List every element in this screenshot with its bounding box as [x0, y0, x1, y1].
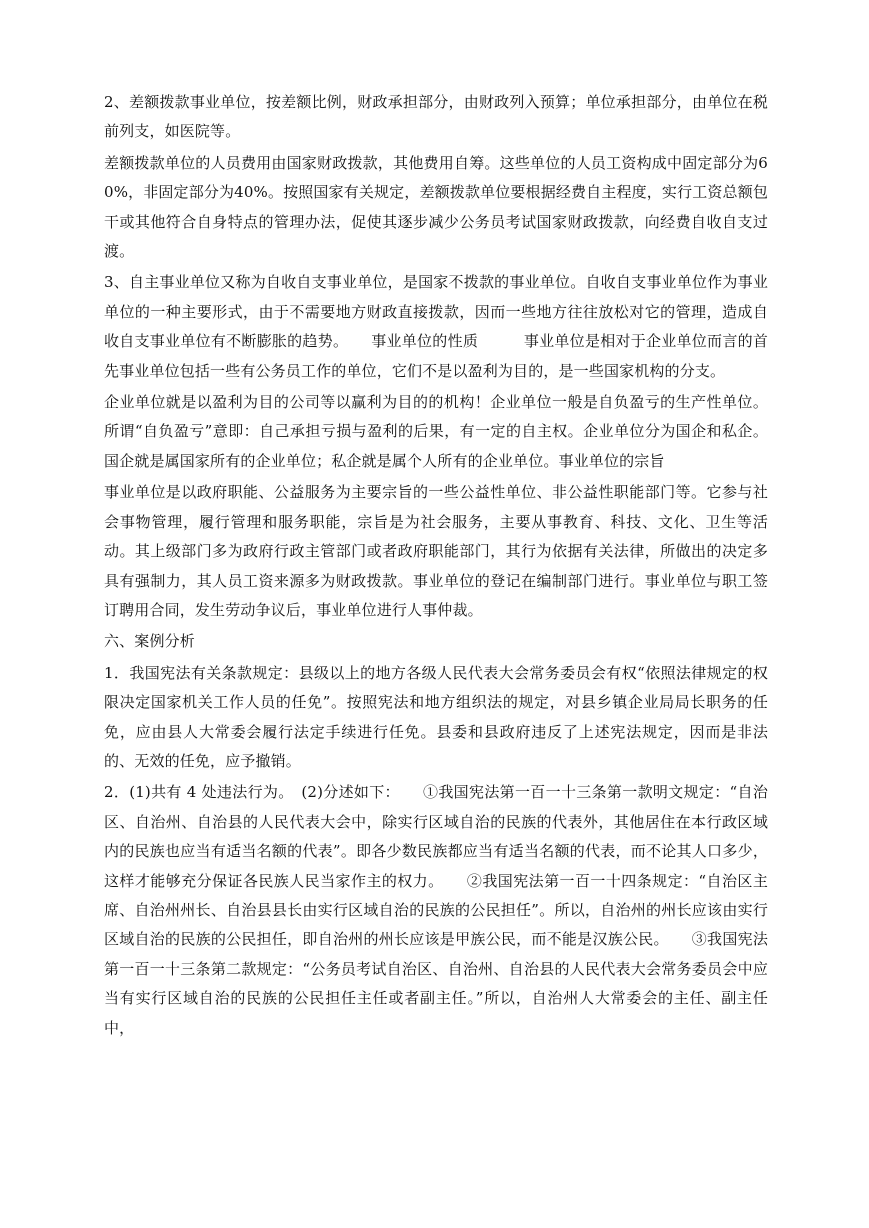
- paragraph-differential-funding: 2、差额拨款事业单位，按差额比例，财政承担部分，由财政列入预算；单位承担部分，由单位在税前列支，如医院等。: [104, 93, 768, 141]
- paragraph-case-1: 1．我国宪法有关条款规定：县级以上的地方各级人民代表大会常务委员会有权“依照法律规定的权限决定国家机关工作人员的任免”。按照宪法和地方组织法的规定，对县乡镇企业局局长职务的任免，应由县人大常委会履行法定手续进行任免。县委和县政府违反了上述宪法规定，因而是非法的、无效的任免，应予撤销。: [104, 663, 768, 770]
- paragraph-personnel-costs: 差额拨款单位的人员费用由国家财政拨款，其他费用自筹。这些单位的人员工资构成中固定部分为60%，非固定部分为40%。按照国家有关规定，差额拨款单位要根据经费自主程度，实行工资总额包干或其他符合自身特点的管理办法，促使其逐步减少公务员考试国家财政拨款，向经费自收自支过渡。: [104, 153, 768, 261]
- paragraph-public-institution-purpose: 事业单位是以政府职能、公益服务为主要宗旨的一些公益性单位、非公益性职能部门等。它参与社会事物管理，履行管理和服务职能，宗旨是为社会服务，主要从事教育、科技、文化、卫生等活动。其上级部门多为政府行政主管部门或者政府职能部门，其行为依据有关法律，所做出的决定多具有强制力，其人员工资来源多为财政拨款。事业单位的登记在编制部门进行。事业单位与职工签订聘用合同，发生劳动争议后，事业单位进行人事仲裁。: [104, 483, 768, 619]
- document-body: [104, 88, 768, 1045]
- section-heading-case-analysis: 六、案例分析: [104, 632, 195, 651]
- paragraph-case-2: 2．(1)共有 4 处违法行为。 (2)分述如下： ①我国宪法第一百一十三条第一款明文规定：“自治区、自治州、自治县的人民代表大会中，除实行区域自治的民族的代表外，其他居住在本行政区域内的民族也应当有适当名额的代表”。即各少数民族都应当有适当名额的代表，而不论其人口多少，这样才能够充分保证各民族人民当家作主的权力。 ②我国宪法第一百一十四条规定：“自治区主席、自治州州长、自治县县长由实行区域自治的民族的公民担任”。所以，自治州的州长应该由实行区域自治的民族的公民担任，即自治州的州长应该是甲族公民，而不能是汉族公民。 ③我国宪法第一百一十三条第二款规定：“公务员考试自治区、自治州、自治县的人民代表大会常务委员会中应当有实行区域自治的民族的公民担任主任或者副主任。”所以，自治州人大常委会的主任、副主任中，: [104, 783, 768, 1037]
- paragraph-enterprise-units: 企业单位就是以盈利为目的公司等以赢利为目的的机构！企业单位一般是自负盈亏的生产性单位。所谓“自负盈亏”意即：自己承担亏损与盈利的后果，有一定的自主权。企业单位分为国企和私企。国企就是属国家所有的企业单位；私企就是属个人所有的企业单位。事业单位的宗旨: [104, 393, 768, 470]
- paragraph-self-funded-units: 3、自主事业单位又称为自收自支事业单位，是国家不拨款的事业单位。自收自支事业单位作为事业单位的一种主要形式，由于不需要地方财政直接拨款，因而一些地方往往放松对它的管理，造成自收自支事业单位有不断膨胀的趋势。 事业单位的性质 事业单位是相对于企业单位而言的首先事业单位包括一些有公务员工作的单位，它们不是以盈利为目的，是一些国家机构的分支。: [104, 273, 768, 380]
